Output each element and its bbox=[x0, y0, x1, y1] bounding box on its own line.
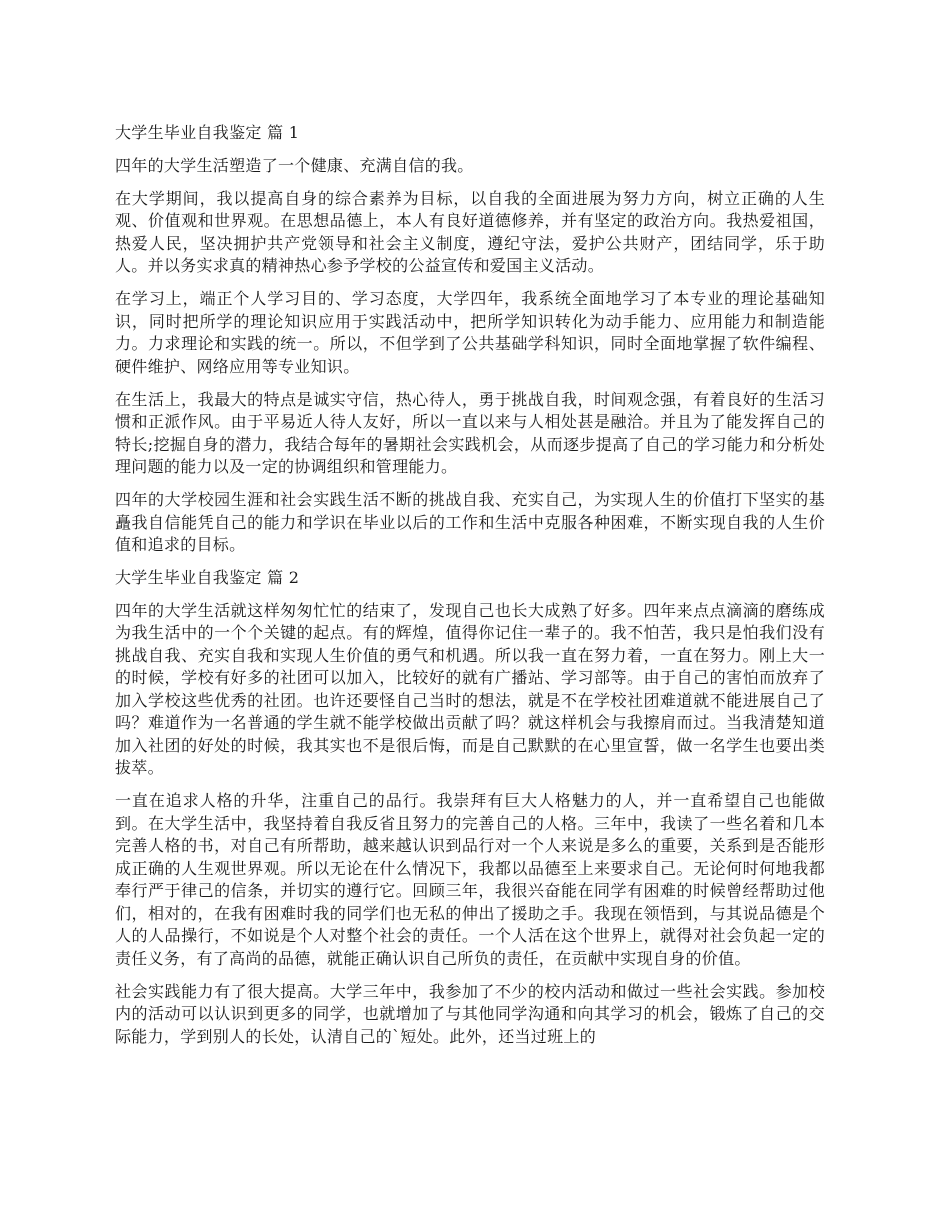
section-2-paragraph-3: 社会实践能力有了很大提高。大学三年中，我参加了不少的校内活动和做过一些社会实践。参加校内的活动可以认识到更多的同学，也就增加了与其他同学沟通和向其学习的机会，锻炼了自己的交际能力，学到别人的长处，认清自己的`短处。此外，还当过班上的 bbox=[115, 981, 825, 1046]
section-1-paragraph-1: 四年的大学生活塑造了一个健康、充满自信的我。 bbox=[115, 155, 474, 175]
section-1-paragraph-2: 在大学期间，我以提高自身的综合素养为目标，以自我的全面进展为努力方向，树立正确的人生观、价值观和世界观。在思想品德上，本人有良好道德修养，并有坚定的政治方向。我热爱祖国，热爱人民，坚决拥护共产党领导和社会主义制度，遵纪守法，爱护公共财产，团结同学，乐于助人。并以务实求真的精神热心参予学校的公益宣传和爱国主义活动。 bbox=[115, 188, 825, 275]
section-2-paragraph-1: 四年的大学生活就这样匆匆忙忙的结束了，发现自己也长大成熟了好多。四年来点点滴滴的磨练成为我生活中的一个个关键的起点。有的辉煌，值得你记住一辈子的。我不怕苦，我只是怕我们没有挑战自我、充实自我和实现人生价值的勇气和机遇。所以我一直在努力着，一直在努力。刚上大一的时候，学校有好多的社团可以加入，比较好的就有广播站、学习部等。由于自己的害怕而放弃了加入学校这些优秀的社团。也许还要怪自己当时的想法，就是不在学校社团难道就不能进展自己了吗？难道作为一名普通的学生就不能学校做出贡献了吗？就这样机会与我擦肩而过。当我清楚知道加入社团的好处的时候，我其实也不是很后悔，而是自己默默的在心里宣誓，做一名学生也要出类拔萃。 bbox=[115, 600, 825, 777]
section-1-paragraph-4: 在生活上，我最大的特点是诚实守信，热心待人，勇于挑战自我，时间观念强，有着良好的生活习惯和正派作风。由于平易近人待人友好，所以一直以来与人相处甚是融洽。并且为了能发挥自己的特长;挖掘自身的潜力，我结合每年的暑期社会实践机会，从而逐步提高了自己的学习能力和分析处理问题的能力以及一定的协调组织和管理能力。 bbox=[115, 389, 825, 476]
section-1-title: 大学生毕业自我鉴定 篇 1 bbox=[115, 123, 300, 142]
section-2-title: 大学生毕业自我鉴定 篇 2 bbox=[115, 568, 300, 587]
document-page bbox=[115, 122, 825, 1059]
section-1-paragraph-5: 四年的大学校园生涯和社会实践生活不断的挑战自我、充实自己，为实现人生的价值打下坚实的基矗我自信能凭自己的能力和学识在毕业以后的工作和生活中克服各种困难，不断实现自我的人生价值和追求的目标。 bbox=[115, 490, 825, 554]
section-2-paragraph-2: 一直在追求人格的升华，注重自己的品行。我崇拜有巨大人格魅力的人，并一直希望自己也能做到。在大学生活中，我坚持着自我反省且努力的完善自己的人格。三年中，我读了一些名着和几本完善人格的书，对自己有所帮助，越来越认识到品行对一个人来说是多么的重要，关系到是否能形成正确的人生观世界观。所以无论在什么情况下，我都以品德至上来要求自己。无论何时何地我都奉行严于律己的信条，并切实的遵行它。回顾三年，我很兴奋能在同学有困难的时候曾经帮助过他们，相对的，在我有困难时我的同学们也无私的伸出了援助之手。我现在领悟到，与其说品德是个人的人品操行，不如说是个人对整个社会的责任。一个人活在这个世界上，就得对社会负起一定的责任义务，有了高尚的品德，就能正确认识自己所负的责任，在贡献中实现自身的价值。 bbox=[115, 791, 825, 968]
section-1-paragraph-3: 在学习上，端正个人学习目的、学习态度，大学四年，我系统全面地学习了本专业的理论基础知识，同时把所学的理论知识应用于实践活动中，把所学知识转化为动手能力、应用能力和制造能力。力求理论和实践的统一。所以，不但学到了公共基础学科知识，同时全面地掌握了软件编程、硬件维护、网络应用等专业知识。 bbox=[115, 289, 825, 376]
